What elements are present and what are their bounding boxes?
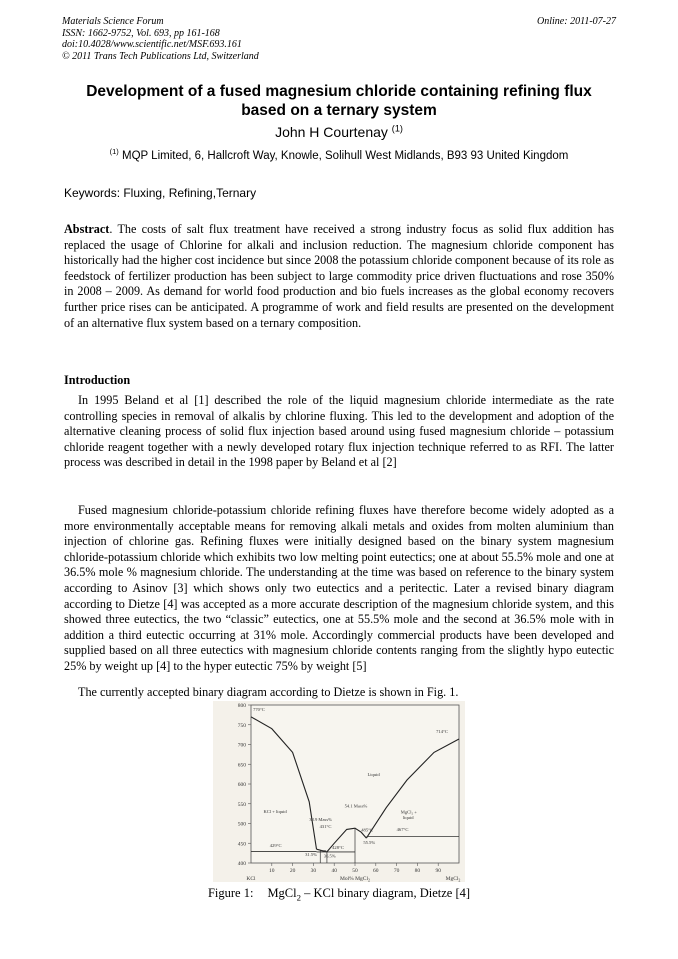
y-tick-label: 600 xyxy=(237,782,246,788)
y-tick-label: 450 xyxy=(237,841,246,848)
chart-annotation: 38.9 Mass% xyxy=(309,817,332,823)
chart-annotation: KCl + liquid xyxy=(263,808,287,814)
chart-annotation: 467°C xyxy=(396,827,409,833)
chart-annotation: 714°C xyxy=(436,729,448,735)
caption-text-a: MgCl xyxy=(267,886,297,900)
y-tick-label: 800 xyxy=(237,703,246,709)
chart-annotation: MgCl₂ + xyxy=(400,809,417,815)
chart-annotation: 429°C xyxy=(269,843,282,849)
x-right-label: MgCl$_2$ xyxy=(445,876,461,882)
y-tick-label: 650 xyxy=(237,762,246,769)
phase-diagram-chart xyxy=(213,701,465,882)
author-mark: (1) xyxy=(391,123,403,134)
title-line-1: Development of a fused magnesium chloride containing refining flux xyxy=(86,83,592,100)
abstract xyxy=(64,222,614,331)
journal-name: Materials Science Forum xyxy=(62,16,164,27)
x-tick-label: 10 xyxy=(269,868,275,874)
caption-number: Figure 1: xyxy=(207,886,254,900)
intro-paragraph-2: Fused magnesium chloride-potassium chloride refining fluxes have therefore become widely adopted as a more environmentally acceptable means for removing alkali metals and oxides from molten aluminium than injection of chlorine gas. Refining fluxes were initially designed based on the binary system magnesium chloride-potassium chloride which exhibits two low melting point eutectics; one at about 55.5% mole and one at 36.5% mole % magnesium chloride. The understanding at the time was based on reference to the binary system according to Asinov [3] which shows only two eutectics and a peritectic. Later a revised binary diagram according to Dietze [4] was accepted as a more accurate description of the magnesium chloride system, and this showed three eutectics, the two “classic” eutectics, one at 55.5% mole and the second at 36.5% mole with in addition a third eutectic occurring at 31% mole. Accordingly commercial products have been developed and supplied based on all three eutectics with magnesium chloride contents ranging from the slightly hypo eutectic 25% by weight up [4] to the hyper eutectic 75% by weight [5] xyxy=(64,503,614,673)
doi-line: doi:10.4028/www.scientific.net/MSF.693.161 xyxy=(62,39,242,50)
y-tick-label: 500 xyxy=(237,821,246,828)
page-header xyxy=(62,16,616,62)
x-tick-label: 80 xyxy=(414,868,421,874)
x-left-label: KCl xyxy=(246,876,256,882)
intro-paragraph-1: In 1995 Beland et al [1] described the role of the liquid magnesium chloride intermediate as the rate controlling species in removal of alkalis by chlorine fluxing. This led to the development and adoption of the alternative cleaning process of solid flux injection based around using fused magnesium chloride – potassium chloride reagent together with a newly developed rotary flux injection technique referred to as RFI. The latter process was described in detail in the 1998 paper by Beland et al [2] xyxy=(64,393,614,470)
author-line xyxy=(64,124,614,140)
affiliation-mark: (1) xyxy=(109,147,119,157)
introduction-heading: Introduction xyxy=(64,373,131,387)
chart-annotation: 31.5% xyxy=(305,851,317,857)
caption-text-b: – KCl binary diagram, Dietze [4] xyxy=(301,886,471,900)
paper-title xyxy=(64,82,614,120)
affiliation xyxy=(64,147,614,162)
figure-1 xyxy=(213,701,465,882)
chart-annotation: Liquid xyxy=(367,772,380,778)
y-tick-label: 700 xyxy=(237,742,246,749)
x-tick-label: 30 xyxy=(310,868,317,874)
figure-caption xyxy=(64,886,614,901)
y-tick-label: 400 xyxy=(237,861,246,867)
abstract-label: Abstract xyxy=(64,222,110,236)
online-date: Online: 2011-07-27 xyxy=(537,16,616,27)
chart-annotation: 428°C xyxy=(332,845,344,851)
intro-paragraph-3: The currently accepted binary diagram according to Dietze is shown in Fig. 1. xyxy=(78,685,459,699)
x-tick-label: 60 xyxy=(373,868,379,874)
y-tick-label: 550 xyxy=(237,801,246,808)
abstract-text: . The costs of salt flux treatment have received a strong industry focus as solid flux addition has replaced the usage of Chlorine for alkali and inclusion reduction. The magnesium chloride component has historically had the higher cost incidence but since 2008 the potassium chloride component because of its role as feedstock of fertilizer production has been subject to large commodity price driven fluctuations and rose 350% in 2008 – 2009. As demand for world food production and bio fuels increases as the global economy recovers further price rises can be anticipated. A programme of work and field results are presented on the development of an alternative flux system based on a ternary composition. xyxy=(64,222,614,330)
x-tick-label: 50 xyxy=(352,868,358,874)
chart-annotation: liquid xyxy=(402,814,414,820)
chart-annotation: 431°C xyxy=(319,824,332,830)
chart-annotation: 54.1 Mass% xyxy=(344,803,368,809)
chart-annotation: 55.5% xyxy=(363,840,376,846)
keywords: Keywords: Fluxing, Refining,Ternary xyxy=(64,186,257,200)
x-axis-label: Mol% MgCl$_2$ xyxy=(340,876,370,882)
x-tick-label: 90 xyxy=(435,868,441,874)
caption-subscript: 2 xyxy=(296,892,301,903)
affiliation-text: MQP Limited, 6, Hallcroft Way, Knowle, Solihull West Midlands, B93 93 United Kingdom xyxy=(121,150,569,162)
x-tick-label: 70 xyxy=(393,868,400,874)
x-tick-label: 40 xyxy=(331,868,337,874)
chart-annotation: 770°C xyxy=(253,706,265,712)
y-tick-label: 750 xyxy=(237,722,246,729)
chart-annotation: 36.5% xyxy=(323,853,336,859)
chart-annotation: 485°C xyxy=(361,827,374,833)
issn-line: ISSN: 1662-9752, Vol. 693, pp 161-168 xyxy=(62,27,220,39)
x-tick-label: 20 xyxy=(289,868,296,874)
copyright-line: © 2011 Trans Tech Publications Ltd, Switzerland xyxy=(62,50,259,62)
title-line-2: based on a ternary system xyxy=(241,102,437,119)
author-name: John H Courtenay xyxy=(275,124,388,140)
